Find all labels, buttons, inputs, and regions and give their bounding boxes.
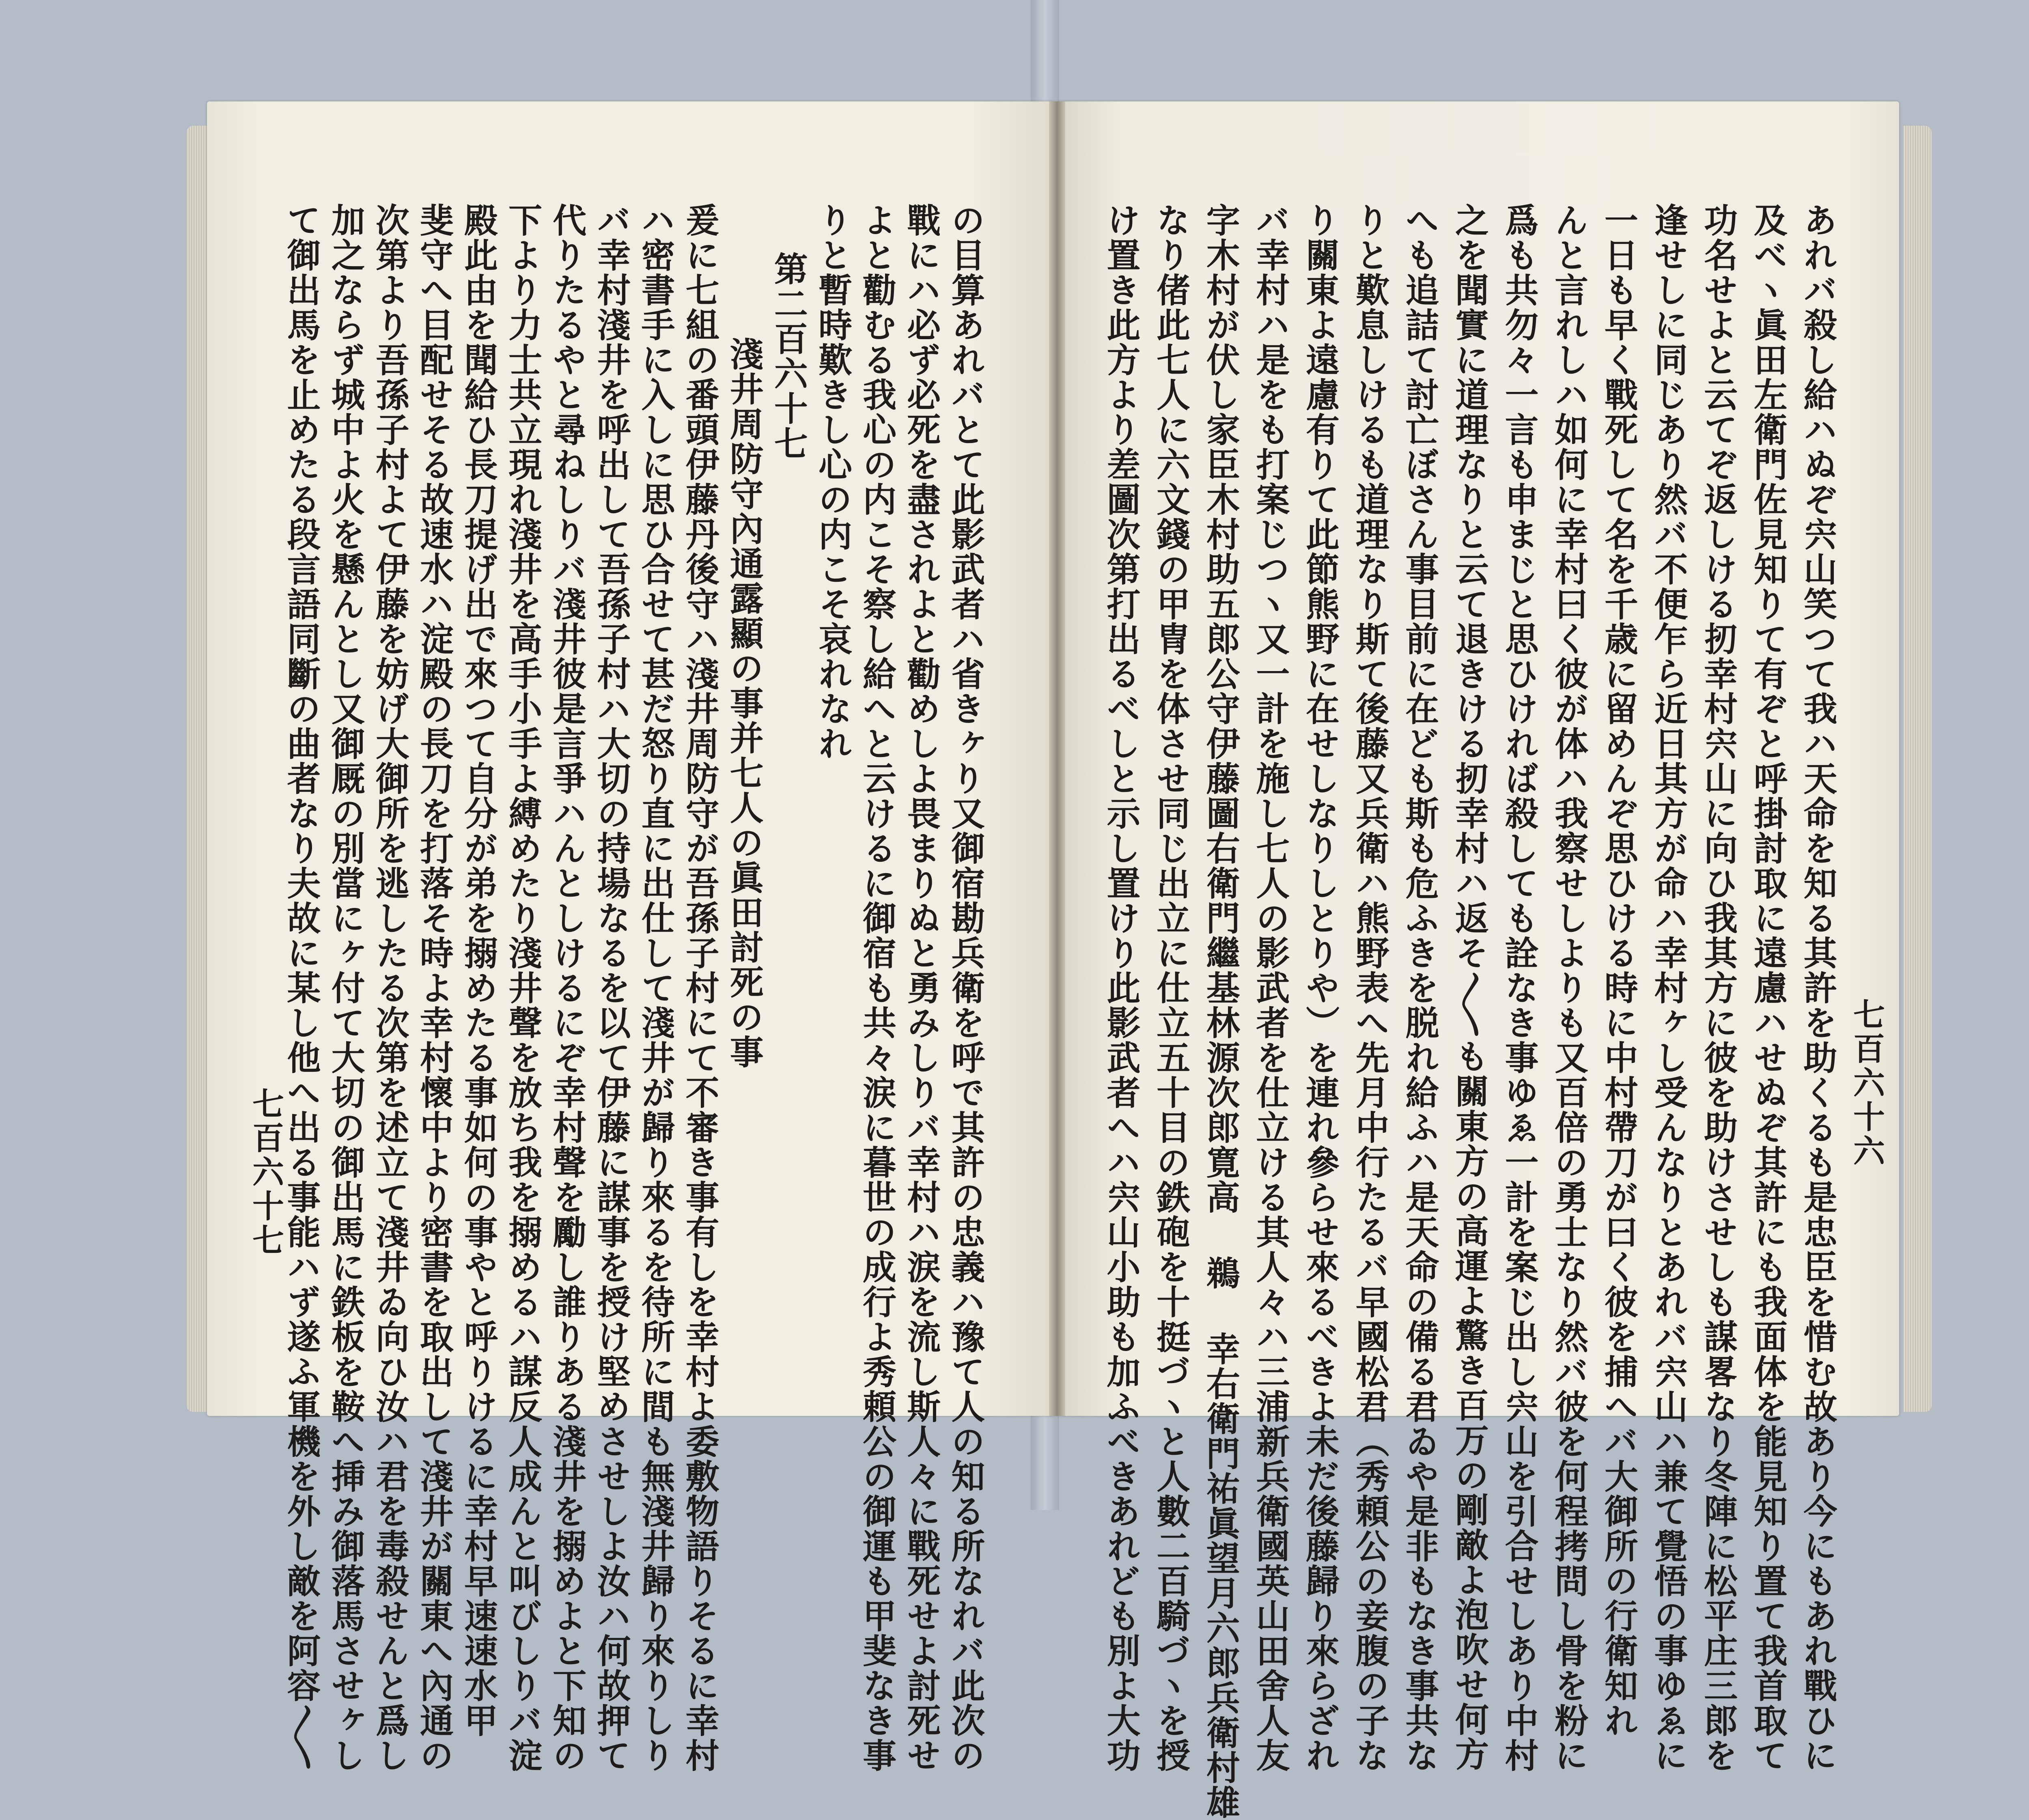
book-gutter xyxy=(1049,101,1065,1416)
text-column: 殿此由を聞給ひ長刀提げ出で來つて自分が弟を搦めたる事如何の事やと呼りけるに幸村早速速水甲 xyxy=(458,203,498,1738)
text-column: なり偖此七人に六文錢の甲冑を体させ同じ出立に仕立五十目の鉄砲を十挺づヽと人數二百騎づヽを授 xyxy=(1150,203,1191,1773)
chapter-subtitle: 淺井周防守內通露顯の事并七人の眞田討死の事 xyxy=(724,337,764,1069)
chapter-heading: 第二百六十七 xyxy=(768,252,808,461)
text-column: の目算あれバとて此影武者ハ省きヶり又御宿勘兵衛を呼で其許の忠義ハ豫て人の知る所なれバ此次の xyxy=(945,203,985,1773)
text-column: りと暫時歎きし心の内こそ哀れなれ xyxy=(812,203,853,761)
text-column: 之を聞實に道理なりと云て退きける扨幸村ハ返そ〳〵も關東方の高運よ驚き百万の剛敵よ泡吹せ何方 xyxy=(1449,203,1489,1772)
text-column: 戰にハ必ず必死を盡されよと勸めしよ畏まりぬと勇みしりバ幸村ハ涙を流し斯人々に戰死せよ討死せ xyxy=(901,203,941,1773)
text-column: 爲も共勿々一言も申まじと思ひければ殺しても詮なき事ゆゑ一計を案じ出し宍山を引合せしあり中村 xyxy=(1499,203,1539,1773)
text-column: 下より力士共立現れ淺井を高手小手よ縛めたり淺井聲を放ち我を搦めるハ謀反人成んと叫びしりバ淀 xyxy=(502,203,543,1773)
text-column: 逢せしに同じあり然バ不便乍ら近日其方が命ハ幸村ヶし受んなりとあれバ宍山ハ兼て覺悟の事ゆゑに xyxy=(1648,203,1689,1773)
text-column: ハ密書手に入しに思ひ合せて甚だ怒り直に出仕して淺井が歸り來るを待所に間も無淺井歸り來りしり xyxy=(635,203,675,1773)
right-page-number: 七百六十六 xyxy=(1848,998,1885,1168)
left-page-number: 七百六十七 xyxy=(247,1087,284,1258)
right-page-edges xyxy=(1903,126,1932,1412)
text-column: 一日も早く戰死して名を千歳に留めんぞ思ひける時に中村帶刀が曰く彼を捕へバ大御所の行衛知れ xyxy=(1598,203,1639,1738)
text-column: 功名せよと云てぞ返しける扨幸村宍山に向ひ我其方に彼を助けさせしも謀畧なり冬陣に松平庄三郎を xyxy=(1698,203,1738,1773)
text-column: バ幸村淺井を呼出して吾孫子村ハ大切の持場なるを以て伊藤に謀事を授け堅めさせしよ汝ハ何故押て xyxy=(591,203,631,1773)
text-column: 及べヽ眞田左衛門佐見知りて有ぞと呼掛討取に遠慮ハせぬぞ其許にも我面体を能見知り置て我首取て xyxy=(1748,203,1788,1773)
text-column: バ幸村ハ是をも打案じつヽ又一計を施し七人の影武者を仕立ける其人々ハ三浦新兵衛國英山田舍人友 xyxy=(1250,203,1290,1773)
text-column: んと言れしハ如何に幸村曰く彼が体ハ我察せしよりも又百倍の勇士なり然バ彼を何程拷問し骨を粉に xyxy=(1549,203,1589,1773)
text-column: へも追詰て討亡ぼさん事目前に在ども斯も危ふきを脱れ給ふハ是天命の備る君ゐや是非もなき事共な xyxy=(1399,203,1439,1773)
text-column: り關東よ遠慮有りて此節熊野に在せしなりしとりや）を連れ參らせ來るべきよ未だ後藤歸り來らざれ xyxy=(1300,203,1340,1773)
text-column: て御出馬を止めたる段言語同斷の曲者なり夫故に某し他へ出る事能ハず遂ふ軍機を外し敵を阿容〳〵 xyxy=(281,203,321,1772)
right-page-text xyxy=(1101,203,1837,1820)
text-column: あれバ殺し給ハぬぞ宍山笑つて我ハ天命を知る其許を助くるも是忠臣を惜む故あり今にもあれ戰ひに xyxy=(1797,203,1837,1773)
text-column: 代りたるやと尋ねしりバ淺井彼是言爭ハんとしけるにぞ幸村聲を勵し誰りある淺井を搦めよと下知の xyxy=(547,203,587,1773)
text-column: 爰に七組の番頭伊藤丹後守ハ淺井周防守が吾孫子村にて不審き事有しを幸村よ委敷物語りそるに幸村 xyxy=(680,203,720,1773)
text-column: 加之ならず城中よ火を懸んとし又御厩の別當にヶ付て大切の御出馬に鉄板を鞍へ挿み御落馬させヶし xyxy=(325,203,366,1773)
left-page-text xyxy=(281,203,985,1773)
text-column: よと勸むる我心の内こそ察し給へと云けるに御宿も共々涙に暮世の成行よ秀頼公の御運も甲斐なき事 xyxy=(857,203,897,1773)
text-column: 次第より吾孫子村よて伊藤を妨げ大御所を逃したる次第を述立て淺井ゐ向ひ汝ハ君を毒殺せんと爲し xyxy=(370,203,410,1773)
text-column: 斐守へ目配せそる故速水ハ淀殿の長刀を打落そ時よ幸村懷中より密書を取出して淺井が關東へ內通の xyxy=(414,203,454,1773)
text-column: りと歎息しけるも道理なり斯て後藤又兵衛ハ熊野表へ先月中行たるバ早國松君（秀頼公の妾腹の子な xyxy=(1350,203,1390,1773)
text-column: 字木村が伏し家臣木村助五郎公守伊藤圖右衛門繼基林源次郎寛高 鵜 幸右衛門祐眞望月六郎兵衛村雄 xyxy=(1200,203,1241,1820)
text-column: け置き此方より差圖次第打出るべしと示し置けり此影武者へハ宍山小助も加ふべきあれども別よ大功 xyxy=(1101,203,1141,1773)
